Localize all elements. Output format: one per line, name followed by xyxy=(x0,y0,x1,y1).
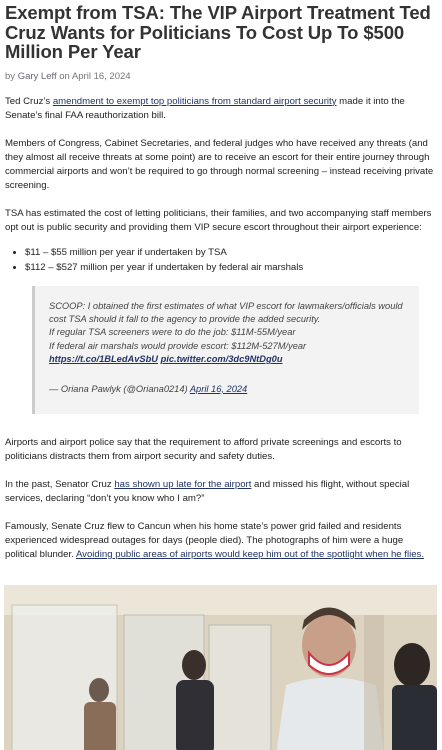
pillar xyxy=(364,615,384,750)
byline-mid: on xyxy=(56,70,72,82)
paragraph-6-text: Famously, Senate Cruz flew to Cancun when his home state’s power grid failed and residents experienced widespread outages for days (people died). The photographs of him were a huge political blunder. xyxy=(5,520,404,560)
spotlight-link[interactable]: Avoiding public areas of airports would keep him out of the spotlight when he flies. xyxy=(75,548,425,560)
tweet-short-link[interactable]: https://t.co/1BLedAvSbU xyxy=(49,354,158,365)
byline xyxy=(5,71,436,82)
paragraph-1-text-end: made it into the Senate’s final FAA reauthorization bill. xyxy=(5,95,405,121)
quote-citation xyxy=(49,383,407,396)
background-person-body xyxy=(84,702,116,750)
author-link[interactable]: Gary Leff xyxy=(17,70,57,82)
paragraph-1-text: Ted Cruz’s xyxy=(5,95,53,107)
tweet-pic-link[interactable]: pic.twitter.com/3dc9NtDg0u xyxy=(160,354,283,365)
paragraph-5 xyxy=(5,478,436,506)
paragraph-3: TSA has estimated the cost of letting politicians, their families, and two accompanying staff members opt out is public security and providing them VIP secure escort throughout their airport experience: xyxy=(5,207,432,233)
paragraph-2: Members of Congress, Cabinet Secretaries, and federal judges who have received any threats (and they almost all receive threats at some point) are to receive an escort for their entire journey through commercial airports and won’t be required to go through normal screening – instead receiving private screening. xyxy=(5,137,434,191)
late-airport-link[interactable]: has shown up late for the airport xyxy=(114,478,252,490)
background-person-body xyxy=(176,680,214,750)
article-title: Exempt from TSA: The VIP Airport Treatment Ted Cruz Wants for Politicians To Cost Up To $500 Million Per Year xyxy=(5,2,431,62)
list-item: • $11 – $55 million per year if undertaken by TSA xyxy=(25,245,436,261)
right-person-body xyxy=(392,685,437,750)
plexiglass-panel xyxy=(209,625,271,750)
paragraph-6 xyxy=(5,520,436,562)
quote-links xyxy=(49,353,407,366)
byline-prefix: by xyxy=(5,70,18,82)
cost-list xyxy=(5,245,436,276)
paragraph-4: Airports and airport police say that the requirement to afford private screenings and escorts to politicians distracts them from airport security and safety duties. xyxy=(5,436,402,462)
amendment-link[interactable]: amendment to exempt top politicians from standard airport security xyxy=(52,95,337,107)
paragraph-5-text-end: and missed his flight, without special services, declaring “don’t you know who I am?” xyxy=(5,478,410,504)
list-item: • $112 – $527 million per year if undertaken by federal air marshals xyxy=(25,260,436,276)
quote-author: — Oriana Pawlyk (@Oriana0214) xyxy=(49,383,190,394)
quote-line: If regular TSA screeners were to do the job: $11M-55M/year xyxy=(49,327,296,338)
embedded-tweet-quote xyxy=(32,286,419,414)
tweet-date-link[interactable]: April 16, 2024 xyxy=(189,383,248,394)
quote-line: SCOOP: I obtained the first estimates of what VIP escort for lawmakers/officials would cost TSA should it fall to the agency to provide the added security. xyxy=(49,300,403,324)
paragraph-1 xyxy=(5,95,436,123)
article xyxy=(0,3,442,562)
right-person-head xyxy=(394,643,430,687)
quote-line: If federal air marshals would provide escort: $112M-527M/year xyxy=(49,340,307,351)
paragraph-5-text: In the past, Senator Cruz xyxy=(5,478,115,490)
photo-illustration xyxy=(4,585,437,750)
background-person-head xyxy=(89,678,109,702)
background-person-head xyxy=(182,650,206,680)
article-photo xyxy=(4,585,437,750)
publish-date: April 16, 2024 xyxy=(71,70,131,82)
